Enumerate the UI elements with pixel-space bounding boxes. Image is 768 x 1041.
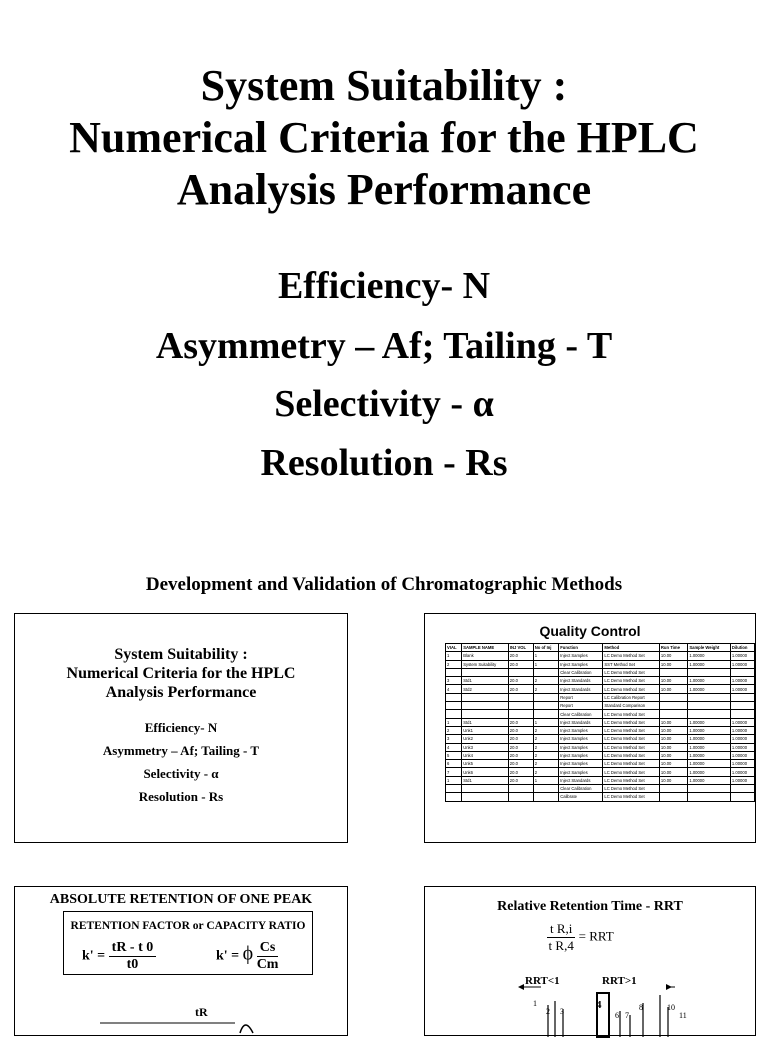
qc-cell [446, 710, 462, 718]
k-numerator: tR - t 0 [109, 940, 157, 957]
qc-cell: Clear Calibration [559, 785, 603, 793]
table-row [446, 718, 755, 726]
qc-cell [462, 793, 509, 801]
table-row [446, 760, 755, 768]
thumb1-title-line: Analysis Performance [105, 684, 257, 701]
qc-cell [462, 693, 509, 701]
qc-cell: LC Demo Method Set [603, 668, 660, 676]
qc-cell: 20.0 [508, 726, 533, 734]
qc-cell: 1.00000 [730, 718, 754, 726]
qc-cell [508, 710, 533, 718]
qc-cell: Blank [462, 652, 509, 660]
qc-cell: Clear Calibration [559, 710, 603, 718]
rrt-denominator: t R,4 [548, 938, 574, 953]
thumb1-title [15, 645, 347, 702]
c-fraction [257, 940, 279, 973]
qc-cell [730, 785, 754, 793]
table-row [446, 793, 755, 801]
qc-cell: Inject Samples [559, 743, 603, 751]
k-prime-formula [82, 940, 156, 973]
qc-cell: 20.0 [508, 743, 533, 751]
qc-cell: 10.00 [659, 718, 687, 726]
table-row [446, 668, 755, 676]
qc-cell [446, 785, 462, 793]
k-fraction [109, 940, 157, 973]
table-row [446, 693, 755, 701]
qc-cell: LC Demo Method Set [603, 677, 660, 685]
phi-symbol: ϕ [242, 942, 254, 965]
qc-cell: Inject Samples [559, 751, 603, 759]
qc-cell [533, 668, 559, 676]
quality-control-table [445, 643, 755, 802]
qc-cell [730, 693, 754, 701]
table-row [446, 776, 755, 784]
qc-cell: Inject Samples [559, 726, 603, 734]
qc-header-cell: VIAL [446, 644, 462, 652]
qc-cell: 1.00000 [730, 743, 754, 751]
rrt-less-label: RRT<1 [525, 975, 560, 987]
qc-cell: LC Demo Method Set [603, 652, 660, 660]
qc-header-cell: Method [603, 644, 660, 652]
qc-cell: 20.0 [508, 652, 533, 660]
qc-cell [508, 793, 533, 801]
qc-cell: LC Demo Method Set [603, 735, 660, 743]
qc-cell: Inject Samples [559, 660, 603, 668]
qc-cell [659, 668, 687, 676]
qc-cell: 1.00000 [688, 743, 731, 751]
qc-cell: 10.00 [659, 776, 687, 784]
qc-cell: 10.00 [659, 760, 687, 768]
qc-cell: 1.00000 [688, 660, 731, 668]
qc-cell: Inject Samples [559, 735, 603, 743]
qc-cell [533, 710, 559, 718]
qc-cell [508, 668, 533, 676]
qc-header-cell: Function [559, 644, 603, 652]
qc-cell: 1.00000 [688, 652, 731, 660]
criterion-selectivity: Selectivity - α [274, 383, 494, 425]
slide-thumbnail-1[interactable] [14, 613, 348, 843]
qc-cell: 7 [446, 768, 462, 776]
qc-cell [533, 785, 559, 793]
qc-cell: 1.00000 [688, 751, 731, 759]
qc-cell [508, 785, 533, 793]
thumb1-title-line: System Suitability : [114, 646, 248, 663]
qc-cell: 10.00 [659, 660, 687, 668]
retention-factor-label: RETENTION FACTOR or CAPACITY RATIO [70, 920, 306, 932]
qc-cell: Unk2 [462, 735, 509, 743]
qc-cell: 1.00000 [730, 735, 754, 743]
qc-cell: Unk6 [462, 768, 509, 776]
table-row [446, 785, 755, 793]
qc-cell: LC Demo Method Set [603, 726, 660, 734]
qc-cell: Std2 [462, 685, 509, 693]
peak-label: 11 [679, 1011, 687, 1020]
table-row [446, 702, 755, 710]
qc-cell: LC Demo Method Set [603, 785, 660, 793]
rrt-fraction [547, 921, 575, 954]
qc-cell: 10.00 [659, 677, 687, 685]
chromatogram [515, 981, 675, 1041]
qc-cell: 20.0 [508, 718, 533, 726]
qc-cell: 20.0 [508, 660, 533, 668]
slide-title-line: System Suitability : [200, 61, 568, 110]
qc-cell: 1.00000 [688, 760, 731, 768]
peak-label: 3 [560, 1007, 564, 1016]
thumb3-title: ABSOLUTE RETENTION OF ONE PEAK [49, 892, 313, 907]
slide-title [0, 60, 768, 216]
qc-cell: 2 [533, 735, 559, 743]
qc-cell: 1.00000 [730, 751, 754, 759]
qc-cell [446, 793, 462, 801]
thumb1-criteria [15, 716, 347, 808]
qc-cell [462, 668, 509, 676]
qc-cell: 2 [533, 768, 559, 776]
qc-cell: 1.00000 [730, 660, 754, 668]
qc-cell: Unk1 [462, 726, 509, 734]
qc-cell: Std1 [462, 718, 509, 726]
qc-cell [688, 668, 731, 676]
table-row [446, 768, 755, 776]
retention-factor-box [63, 911, 313, 975]
qc-cell: LC Demo Method Set [603, 685, 660, 693]
qc-cell: Calibrate [559, 793, 603, 801]
qc-cell [462, 710, 509, 718]
qc-cell: Std1 [462, 776, 509, 784]
peak-label: 10 [667, 1003, 675, 1012]
qc-cell [533, 702, 559, 710]
qc-cell [659, 693, 687, 701]
qc-cell: 1.00000 [730, 685, 754, 693]
qc-header-cell: Run Time [659, 644, 687, 652]
qc-cell: 5 [446, 751, 462, 759]
qc-cell: 1.00000 [688, 685, 731, 693]
qc-cell [659, 793, 687, 801]
qc-cell: 1 [533, 718, 559, 726]
qc-cell: 1.00000 [730, 677, 754, 685]
qc-cell: Inject Standards [559, 685, 603, 693]
thumb1-criterion: Selectivity - α [143, 766, 219, 781]
qc-cell: 1.00000 [688, 677, 731, 685]
qc-header-cell: INJ VOL [508, 644, 533, 652]
tr-label: tR [195, 1005, 208, 1019]
table-row [446, 710, 755, 718]
qc-cell: System Suitability [462, 660, 509, 668]
qc-cell: Unk4 [462, 751, 509, 759]
qc-cell: LC Demo Method Set [603, 718, 660, 726]
qc-cell: 2 [533, 760, 559, 768]
qc-cell [688, 785, 731, 793]
qc-cell [659, 710, 687, 718]
qc-cell: 4 [446, 743, 462, 751]
peak-label: 8 [639, 1003, 643, 1012]
qc-cell: 1.00000 [730, 760, 754, 768]
qc-cell: 1.00000 [688, 735, 731, 743]
c-numerator: Cs [257, 940, 279, 957]
qc-cell [462, 785, 509, 793]
qc-cell: Inject Standards [559, 718, 603, 726]
qc-cell: Unk5 [462, 760, 509, 768]
qc-cell: Report [559, 693, 603, 701]
qc-cell: 3 [446, 677, 462, 685]
qc-cell [508, 702, 533, 710]
qc-cell [730, 710, 754, 718]
qc-cell: 2 [446, 660, 462, 668]
table-row [446, 735, 755, 743]
qc-cell: 10.00 [659, 743, 687, 751]
qc-cell: SST Method Set [603, 660, 660, 668]
thumb1-criterion: Asymmetry – Af; Tailing - T [102, 743, 260, 758]
thumb1-criterion: Resolution - Rs [138, 789, 224, 804]
peak-label: 6 [615, 1011, 619, 1020]
qc-cell: 6 [446, 760, 462, 768]
k-prime-phi-formula [216, 940, 278, 973]
qc-cell: 10.00 [659, 768, 687, 776]
handout-subtitle: Development and Validation of Chromatographic Methods [145, 574, 623, 595]
qc-cell: 20.0 [508, 735, 533, 743]
qc-cell [688, 702, 731, 710]
table-row [446, 652, 755, 660]
peak-label: 7 [625, 1011, 629, 1020]
peak-label: 1 [533, 999, 537, 1008]
qc-cell [730, 793, 754, 801]
slide-title-line: Analysis Performance [176, 165, 592, 214]
thumb2-title: Quality Control [539, 623, 641, 639]
table-row [446, 660, 755, 668]
qc-header-cell: Sample Weight [688, 644, 731, 652]
qc-cell: LC Demo Method Set [603, 793, 660, 801]
k-denominator: t0 [126, 957, 139, 972]
qc-cell: 20.0 [508, 677, 533, 685]
qc-header-cell: Dilution [730, 644, 754, 652]
qc-cell [659, 785, 687, 793]
qc-cell: LC Demo Method Set [603, 760, 660, 768]
qc-cell: LC Demo Method Set [603, 751, 660, 759]
peak-label: 2 [546, 1007, 550, 1016]
k2-label: k' = [216, 948, 240, 964]
qc-cell: Report [559, 702, 603, 710]
thumb4-title: Relative Retention Time - RRT [497, 899, 683, 914]
qc-cell [688, 693, 731, 701]
qc-cell: 1 [446, 776, 462, 784]
qc-cell: 4 [446, 685, 462, 693]
qc-cell: 10.00 [659, 726, 687, 734]
slide-thumbnail-2[interactable] [424, 613, 756, 843]
retention-time-arrow [95, 1015, 255, 1035]
qc-header-row [446, 644, 755, 652]
qc-cell: 20.0 [508, 768, 533, 776]
qc-cell [462, 702, 509, 710]
qc-cell [659, 702, 687, 710]
qc-cell: Standard Comparison [603, 702, 660, 710]
qc-cell: 2 [533, 685, 559, 693]
qc-cell: Std1 [462, 677, 509, 685]
table-row [446, 751, 755, 759]
qc-cell: 2 [446, 726, 462, 734]
qc-cell: Inject Standards [559, 677, 603, 685]
rrt-numerator: t R,i [547, 921, 575, 938]
qc-cell [688, 793, 731, 801]
qc-header-cell: No of Inj [533, 644, 559, 652]
qc-cell: Inject Samples [559, 760, 603, 768]
qc-cell: Inject Standards [559, 776, 603, 784]
qc-cell: 2 [533, 726, 559, 734]
qc-cell: LC Demo Method Set [603, 776, 660, 784]
qc-cell: 2 [533, 743, 559, 751]
criterion-asymmetry: Asymmetry – Af; Tailing - T [155, 325, 613, 367]
qc-cell: 1.00000 [688, 718, 731, 726]
table-row [446, 685, 755, 693]
qc-cell: LC Demo Method Set [603, 768, 660, 776]
qc-cell: 1.00000 [688, 776, 731, 784]
rrt-formula [547, 921, 614, 954]
slide-thumbnail-4[interactable] [424, 886, 756, 1036]
qc-cell: Unk3 [462, 743, 509, 751]
qc-cell [730, 668, 754, 676]
qc-cell: 20.0 [508, 776, 533, 784]
qc-cell: 20.0 [508, 760, 533, 768]
qc-cell: 1.00000 [688, 726, 731, 734]
qc-cell [446, 693, 462, 701]
k-label: k' = [82, 948, 106, 964]
qc-cell: 1.00000 [730, 726, 754, 734]
table-row [446, 743, 755, 751]
qc-cell [446, 702, 462, 710]
thumb1-title-line: Numerical Criteria for the HPLC [66, 665, 296, 682]
qc-cell: 1.00000 [688, 768, 731, 776]
c-denominator: Cm [256, 957, 279, 972]
qc-cell: LC Demo Method Set [603, 743, 660, 751]
table-row [446, 677, 755, 685]
slide-title-line: Numerical Criteria for the HPLC [69, 113, 699, 162]
qc-cell: 20.0 [508, 751, 533, 759]
qc-cell: 1 [533, 652, 559, 660]
qc-cell: 1.00000 [730, 776, 754, 784]
slide-thumbnail-3[interactable] [14, 886, 348, 1036]
qc-cell: LC Calibration Report [603, 693, 660, 701]
rrt-equals: = RRT [578, 928, 614, 944]
qc-cell: LC Demo Method Set [603, 710, 660, 718]
qc-cell [508, 693, 533, 701]
qc-cell: 10.00 [659, 652, 687, 660]
table-row [446, 726, 755, 734]
peak-label: 4 [596, 999, 602, 1011]
qc-cell: 3 [446, 735, 462, 743]
qc-cell: 10.00 [659, 735, 687, 743]
qc-cell [446, 668, 462, 676]
qc-cell [730, 702, 754, 710]
qc-cell: 1 [446, 652, 462, 660]
qc-cell: 10.00 [659, 751, 687, 759]
qc-cell: 1 [533, 776, 559, 784]
qc-cell: 10.00 [659, 685, 687, 693]
qc-cell: 20.0 [508, 685, 533, 693]
qc-header-cell: SAMPLE NAME [462, 644, 509, 652]
criterion-resolution: Resolution - Rs [260, 442, 508, 484]
qc-cell: 1.00000 [730, 768, 754, 776]
qc-cell [533, 693, 559, 701]
qc-cell: Inject Samples [559, 768, 603, 776]
qc-cell [688, 710, 731, 718]
qc-cell: 1 [446, 718, 462, 726]
qc-cell: 1.00000 [730, 652, 754, 660]
qc-cell: 2 [533, 751, 559, 759]
qc-cell: 1 [533, 660, 559, 668]
rrt-greater-label: RRT>1 [602, 975, 637, 987]
qc-cell: Inject Samples [559, 652, 603, 660]
thumb1-criterion: Efficiency- N [144, 720, 218, 735]
qc-cell [533, 793, 559, 801]
criterion-efficiency: Efficiency- N [277, 265, 491, 307]
qc-cell: Clear Calibration [559, 668, 603, 676]
qc-cell: 2 [533, 677, 559, 685]
